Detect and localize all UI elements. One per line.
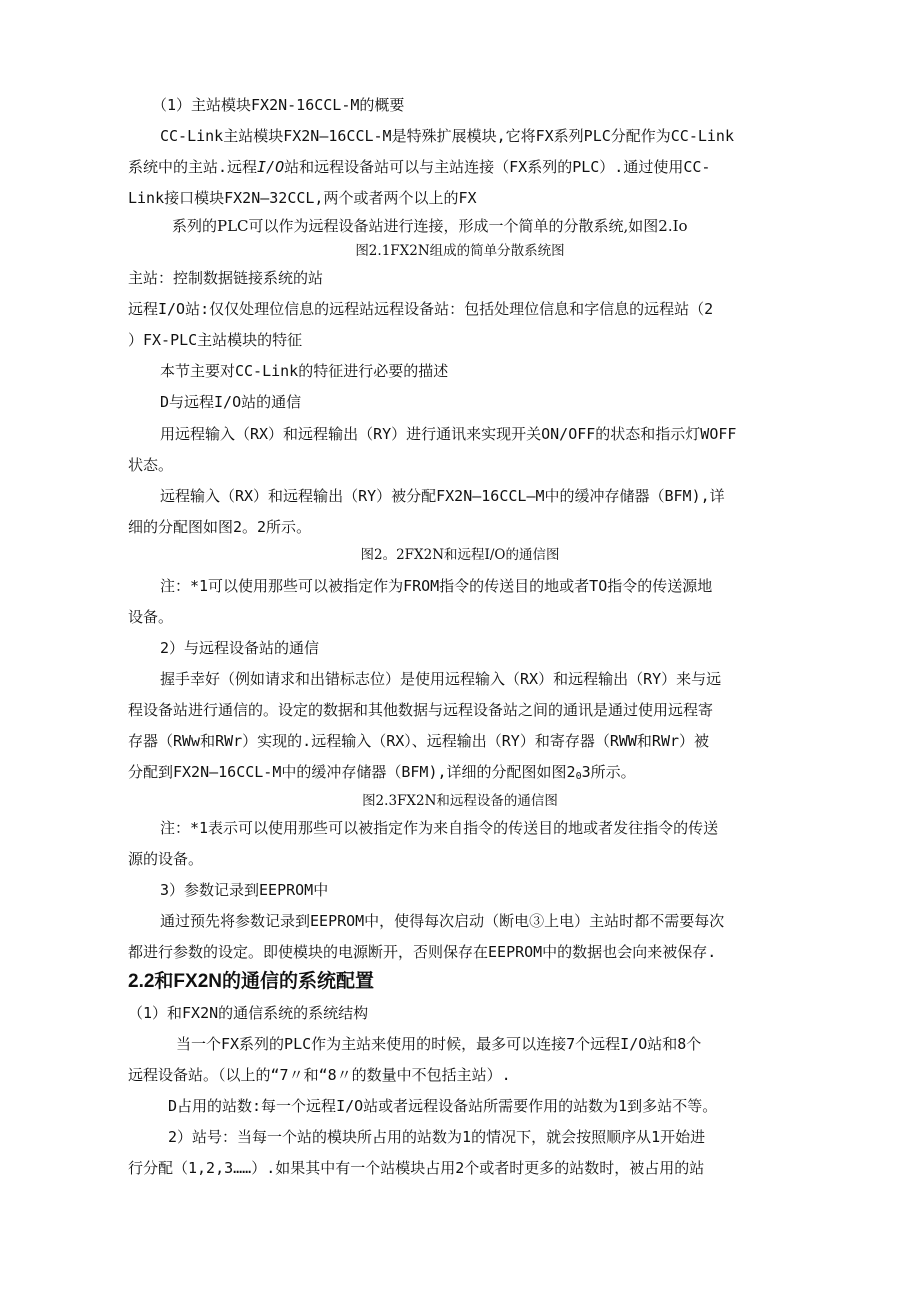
- section-heading: 2.2和FX2N的通信的系统配置: [128, 971, 374, 992]
- paragraph-line: 3）参数记录到EEPROM中: [160, 881, 329, 899]
- paragraph-line: Link接口模块FX2N—32CCL,两个或者两个以上的FX: [128, 189, 477, 207]
- paragraph-line: 状态。: [128, 456, 174, 474]
- text-span: 站和远程设备站可以与主站连接（FX系列的PLC）.通过使用CC-: [284, 158, 711, 176]
- paragraph-line: 握手幸好（例如请求和出错标志位）是使用远程输入（RX）和远程输出（RY）来与远: [160, 670, 722, 688]
- paragraph-line: 通过预先将参数记录到EEPROM中，使得每次启动（断电③上电）主站时都不需要每次: [160, 912, 725, 930]
- paragraph-line: [128, 762, 636, 787]
- italic-text: I/O: [257, 158, 285, 176]
- paragraph-line: 主站：控制数据链接系统的站: [128, 269, 324, 287]
- paragraph-line: 远程设备站。（以上的“7〃和“8〃的数量中不包括主站）.: [128, 1066, 511, 1084]
- paragraph-line: 注：*1可以使用那些可以被指定作为FROM指令的传送目的地或者TO指令的传送源地: [160, 577, 713, 595]
- paragraph-line: 源的设备。: [128, 850, 204, 868]
- paragraph-line: 用远程输入（RX）和远程输出（RY）进行通讯来实现开关ON/OFF的状态和指示灯WOFF: [160, 425, 737, 443]
- paragraph-line: （1）和FX2N的通信系统的系统结构: [128, 1004, 369, 1022]
- paragraph-line: 程设备站进行通信的。设定的数据和其他数据与远程设备站之间的通讯是通过使用远程寄: [128, 701, 714, 719]
- paragraph-line: 细的分配图如图2。2所示。: [128, 518, 312, 536]
- paragraph-line: 设备。: [128, 608, 174, 626]
- paragraph-line: 2）与远程设备站的通信: [160, 639, 320, 657]
- paragraph-line: CC-Link主站模块FX2N—16CCL-M是特殊扩展模块,它将FX系列PLC分配作为CC-Link: [160, 127, 734, 145]
- paragraph-line: [128, 157, 710, 177]
- paragraph-line: 2）站号：当每一个站的模块所占用的站数为1的情况下，就会按照顺序从1开始进: [168, 1128, 706, 1146]
- paragraph-line: 系列的PLC可以作为远程设备站进行连接，形成一个简单的分散系统,如图2.Io: [172, 217, 688, 235]
- paragraph-line: 行分配（1,2,3……）.如果其中有一个站模块占用2个或者时更多的站数时，被占用的站: [128, 1159, 705, 1177]
- paragraph-line: 当一个FX系列的PLC作为主站来使用的时候，最多可以连接7个远程I/O站和8个: [176, 1035, 702, 1053]
- paragraph-line: D与远程I/O站的通信: [160, 393, 302, 411]
- paragraph-line: D占用的站数:每一个远程I/O站或者远程设备站所需要作用的站数为1到多站不等。: [168, 1097, 718, 1115]
- paragraph-line: 存器（RWw和RWr）实现的.远程输入（RX）、远程输出（RY）和寄存器（RWW和RWr）被: [128, 732, 710, 750]
- paragraph-line: 远程I/O站:仅仅处理位信息的远程站远程设备站：包括处理位信息和字信息的远程站（2: [128, 300, 714, 318]
- subscript-text: 0: [575, 771, 582, 782]
- figure-caption: 图2.3FX2N和远程设备的通信图: [362, 793, 558, 809]
- paragraph-line: （1）主站模块FX2N-16CCL-M的概要: [152, 96, 405, 114]
- paragraph-line: 本节主要对CC-Link的特征进行必要的描述: [160, 362, 449, 380]
- paragraph-line: 注：*1表示可以使用那些可以被指定作为来自指令的传送目的地或者发往指令的传送: [160, 819, 719, 837]
- paragraph-line: 远程输入（RX）和远程输出（RY）被分配FX2N—16CCL—M中的缓冲存储器（BFM),详: [160, 487, 725, 505]
- text-span: 3所示。: [581, 763, 636, 781]
- figure-caption: 图2.1FX2N组成的简单分散系统图: [355, 243, 565, 259]
- text-span: 系统中的主站.远程: [128, 158, 258, 176]
- figure-caption: 图2。2FX2N和远程I/O的通信图: [360, 547, 560, 563]
- text-span: 分配到FX2N—16CCL-M中的缓冲存储器（BFM),详细的分配图如图2: [128, 763, 576, 781]
- paragraph-line: ）FX-PLC主站模块的特征: [128, 331, 303, 349]
- paragraph-line: 都进行参数的设定。即使模块的电源断开，否则保存在EEPROM中的数据也会向来被保存.: [128, 943, 717, 961]
